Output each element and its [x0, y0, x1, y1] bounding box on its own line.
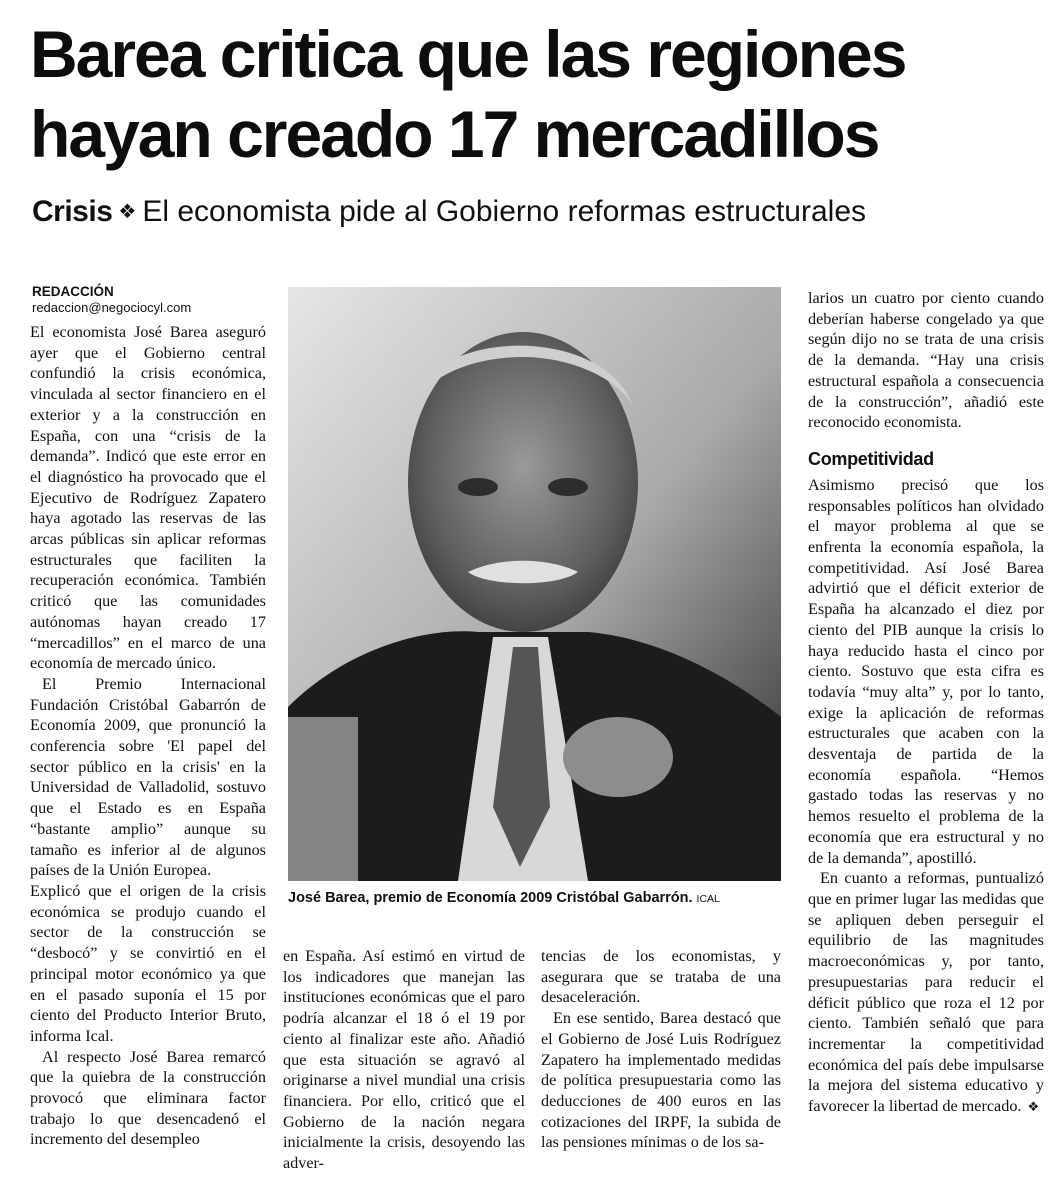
byline-name: REDACCIÓN: [32, 284, 114, 299]
byline: [32, 284, 272, 316]
paragraph: Al respecto José Barea remarcó que la quiebra de la construcción provocó que eliminara factor trabajo lo que desencadenó el incremento del desempleo: [30, 1047, 266, 1149]
photo-credit: ICAL: [696, 893, 720, 905]
paragraph: El economista José Barea aseguró ayer que el Gobierno central confundió la crisis económica, vinculada al sector financiero en el exterior y a la construcción en España, con una “crisis de la demanda”. Indicó que este error en el diagnóstico ha provocado que el Ejecutivo de Rodríguez Zapatero haya agotado las reservas de las arcas públicas sin aplicar reformas estructurales que faciliten la recuperación económica. También criticó que las comunidades autónomas hayan creado 17 “mercadillos” en el marco de una economía de mercado único.: [30, 323, 266, 673]
paragraph: El Premio Internacional Fundación Cristóbal Gabarrón de Economía 2009, que pronunció la conferencia sobre 'El papel del sector público en la crisis' en la Universidad de Valladolid, sostuvo que el Estado es en España “bastante amplio” aunque su tamaño es inferior al de algunos países de la Unión Europea.: [30, 674, 266, 880]
paragraph: Explicó que el origen de la crisis económica se produjo cuando el sector de la construcción se “desbocó” y se convirtió en el principal motor económico ya que en el pasado suponía el 15 por ciento del Producto Interior Bruto, informa Ical.: [30, 881, 266, 1045]
paragraph: larios un cuatro por ciento cuando deberían haberse congelado ya que según dijo no se trata de una crisis de la demanda. “Hay una crisis estructural española a consecuencia de la construcción”, añadió este reconocido economista.: [808, 289, 1044, 432]
paragraph: En ese sentido, Barea destacó que el Gobierno de José Luis Rodríguez Zapatero ha implementado medidas de política presupuestaria como las deducciones de 400 euros en las cotizaciones del IRPF, la subida de las pensiones mínimas o de los sa-: [541, 1009, 781, 1152]
section-heading: Competitividad: [808, 448, 934, 469]
paragraph-text: En cuanto a reformas, puntualizó que en primer lugar las medidas que se apliquen deben perseguir el equilibrio de las magnitudes macroeconómicas y, por tanto, presupuestarias para reducir el déficit público que roza el 12 por ciento. También señaló que para incrementar la competitividad económica del país debe impulsarse la mejora del sistema educativo y favorecer la libertad de mercado.: [808, 869, 1044, 1116]
column-3: [541, 946, 781, 1153]
paragraph: [808, 868, 1044, 1117]
paragraph: tencias de los economistas, y asegurara que se trataba de una desaceleración.: [541, 947, 781, 1007]
portrait-illustration: [288, 287, 781, 881]
diamond-icon: ❖: [118, 201, 137, 223]
headline: Barea critica que las regiones hayan creado 17 mercadillos: [30, 17, 906, 171]
diamond-end-icon: ❖: [1027, 1099, 1040, 1115]
photo-caption: [288, 888, 781, 909]
byline-email: redaccion@negociocyl.com: [32, 300, 192, 315]
subheadline-text: El economista pide al Gobierno reformas estructurales: [142, 195, 867, 228]
article-photo: [288, 287, 781, 881]
subheadline: [32, 192, 1042, 232]
caption-text: José Barea, premio de Economía 2009 Cristóbal Gabarrón.: [288, 890, 693, 906]
paragraph: en España. Así estimó en virtud de los indicadores que manejan las instituciones económicas que el paro podría alcanzar el 18 ó el 19 por ciento al finalizar este año. Añadió que esta situación se agravó al originarse a nivel mundial una crisis financiera. Por ello, criticó que el Gobierno de la nación negara inicialmente la crisis, desoyendo las adver-: [283, 947, 525, 1173]
kicker-label: Crisis: [32, 195, 113, 228]
column-1: [30, 322, 266, 1150]
column-4: [808, 288, 1044, 1118]
column-2: [283, 946, 525, 1174]
paragraph: Asimismo precisó que los responsables políticos han olvidado el mayor problema al que se enfrenta la economía española, la competitividad. Así José Barea advirtió que el déficit exterior de España ha alcanzado el diez por ciento del PIB aunque la crisis lo haya reducido hasta el cinco por ciento. Sostuvo que esta cifra es todavía “muy alta” y, por lo tanto, exige la aplicación de reformas estructurales que acaben con la desventaja de partida de la economía española. “Hemos gastado todas las reservas y no hemos resuelto el problema de la economía que era estructural y no de la demanda”, apostilló.: [808, 475, 1044, 867]
